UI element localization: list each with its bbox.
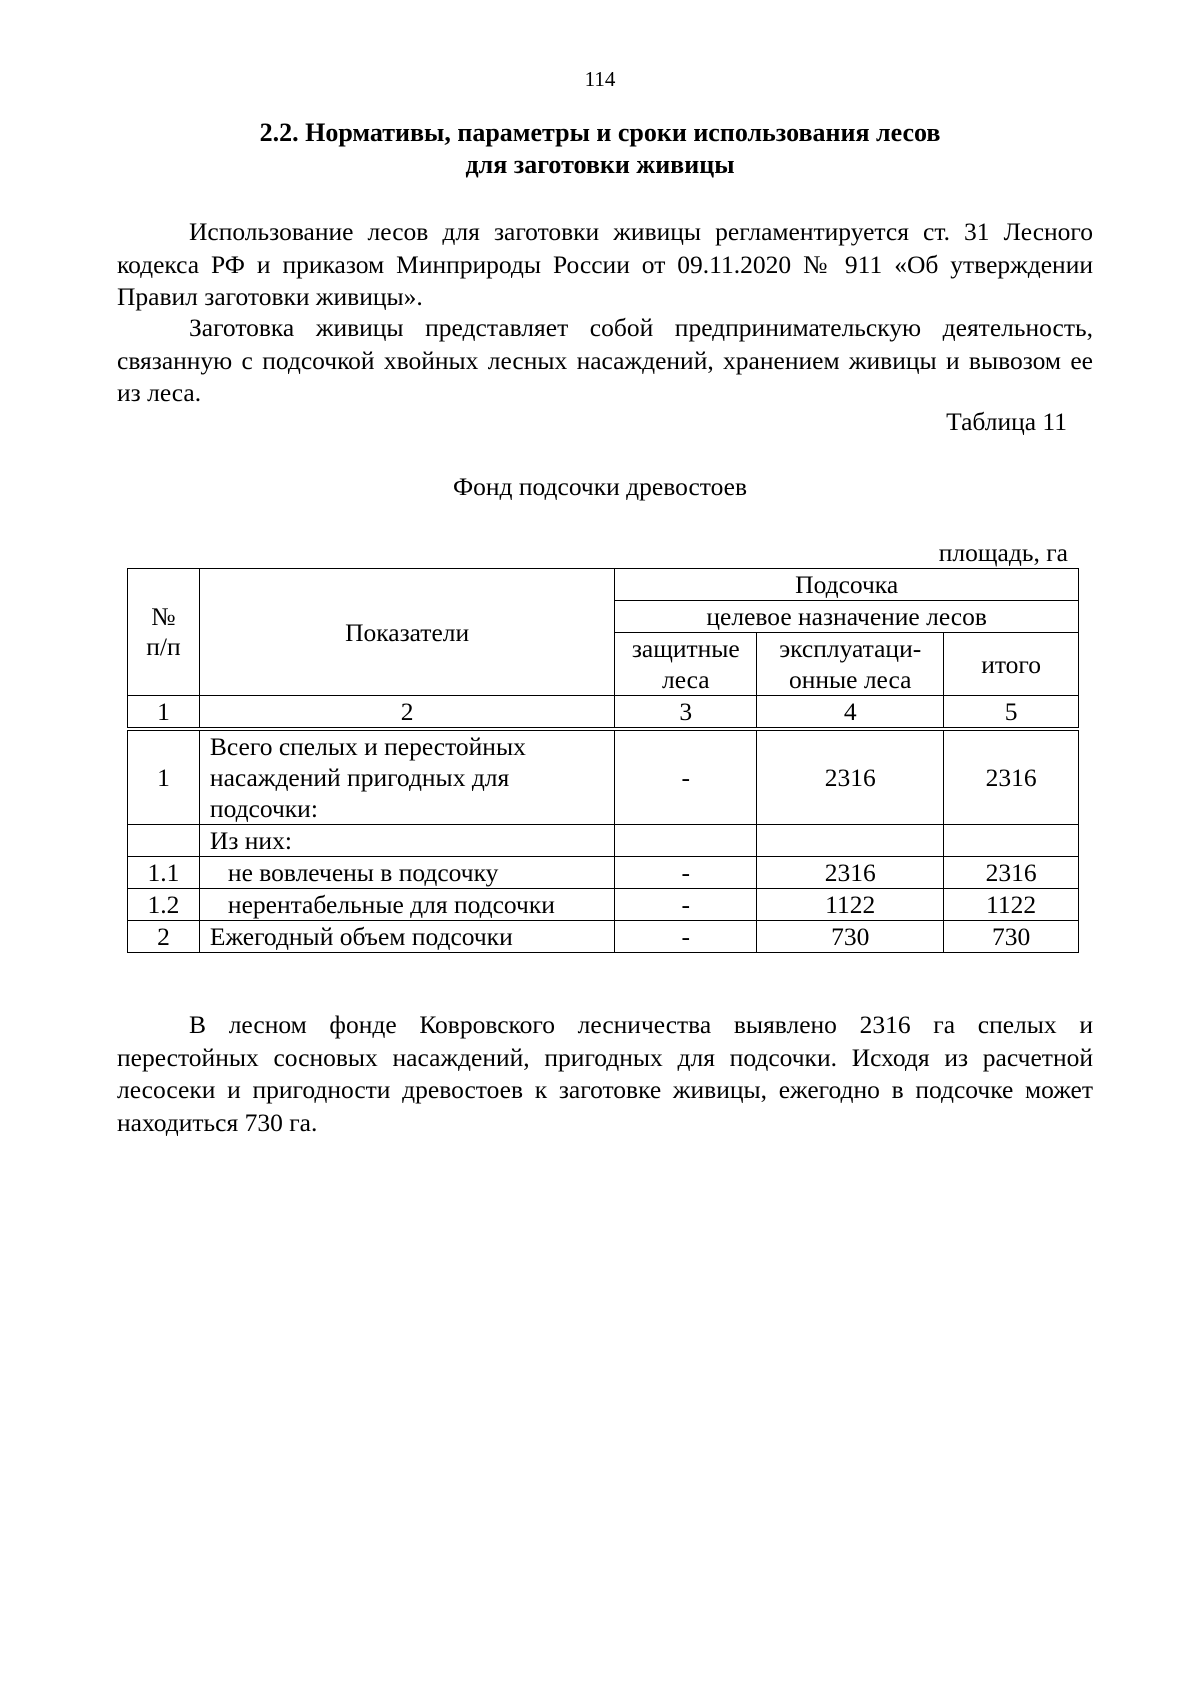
row-protective: - xyxy=(615,857,757,889)
column-number: 4 xyxy=(757,696,944,730)
table-row xyxy=(128,729,1079,825)
row-num xyxy=(128,825,200,857)
row-protective: - xyxy=(615,889,757,921)
table-row xyxy=(128,921,1079,953)
header-protective: защитные леса xyxy=(615,633,757,696)
resin-tapping-fund-table xyxy=(127,568,1079,953)
row-name: не вовлечены в подсочку xyxy=(199,857,614,889)
header-total: итого xyxy=(944,633,1079,696)
table-label: Таблица 11 xyxy=(946,407,1067,436)
row-exploitation xyxy=(757,825,944,857)
row-total: 730 xyxy=(944,921,1079,953)
table-row xyxy=(128,889,1079,921)
row-name: Ежегодный объем подсочки xyxy=(199,921,614,953)
row-total xyxy=(944,825,1079,857)
row-total: 1122 xyxy=(944,889,1079,921)
row-total: 2316 xyxy=(944,729,1079,825)
table-row xyxy=(128,857,1079,889)
header-num: № п/п xyxy=(128,569,200,696)
column-number: 5 xyxy=(944,696,1079,730)
row-name: Из них: xyxy=(199,825,614,857)
row-name: нерентабельные для подсочки xyxy=(199,889,614,921)
row-protective: - xyxy=(615,921,757,953)
row-num: 1 xyxy=(128,729,200,825)
row-name: Всего спелых и перестойных насаждений пригодных для подсочки: xyxy=(199,729,614,825)
header-exploitation: эксплуатаци-онные леса xyxy=(757,633,944,696)
column-number: 3 xyxy=(615,696,757,730)
row-num: 1.1 xyxy=(128,857,200,889)
column-number-row xyxy=(128,696,1079,730)
column-number: 1 xyxy=(128,696,200,730)
section-title-line-1: 2.2. Нормативы, параметры и сроки использования лесов xyxy=(259,118,941,147)
header-subgroup: целевое назначение лесов xyxy=(615,601,1079,633)
paragraph-definition: Заготовка живицы представляет собой предпринимательскую деятельность, связанную с подсочкой хвойных лесных насаждений, хранением живицы и вывозом ее из леса. xyxy=(117,313,1093,407)
section-title xyxy=(150,117,1050,181)
row-exploitation: 730 xyxy=(757,921,944,953)
row-total: 2316 xyxy=(944,857,1079,889)
table-row xyxy=(128,825,1079,857)
row-num: 1.2 xyxy=(128,889,200,921)
row-protective xyxy=(615,825,757,857)
row-exploitation: 2316 xyxy=(757,729,944,825)
section-title-line-2: для заготовки живицы xyxy=(465,150,735,179)
table-units: площадь, га xyxy=(938,538,1068,567)
header-indicators: Показатели xyxy=(199,569,614,696)
row-exploitation: 1122 xyxy=(757,889,944,921)
header-group: Подсочка xyxy=(615,569,1079,601)
page-number: 114 xyxy=(584,67,616,91)
table-caption: Фонд подсочки древостоев xyxy=(452,472,747,501)
paragraph-conclusion: В лесном фонде Ковровского лесничества выявлено 2316 га спелых и перестойных сосновых насаждений, пригодных для подсочки. Исходя из расчетной лесосеки и пригодности древостоев к заготовке живицы, ежегодно в подсочке может находиться 730 га. xyxy=(117,1010,1093,1137)
column-number: 2 xyxy=(199,696,614,730)
row-protective: - xyxy=(615,729,757,825)
paragraph-intro: Использование лесов для заготовки живицы регламентируется ст. 31 Лесного кодекса РФ и приказом Минприроды России от 09.11.2020 № 911 «Об утверждении Правил заготовки живицы». xyxy=(117,217,1093,311)
row-num: 2 xyxy=(128,921,200,953)
row-exploitation: 2316 xyxy=(757,857,944,889)
